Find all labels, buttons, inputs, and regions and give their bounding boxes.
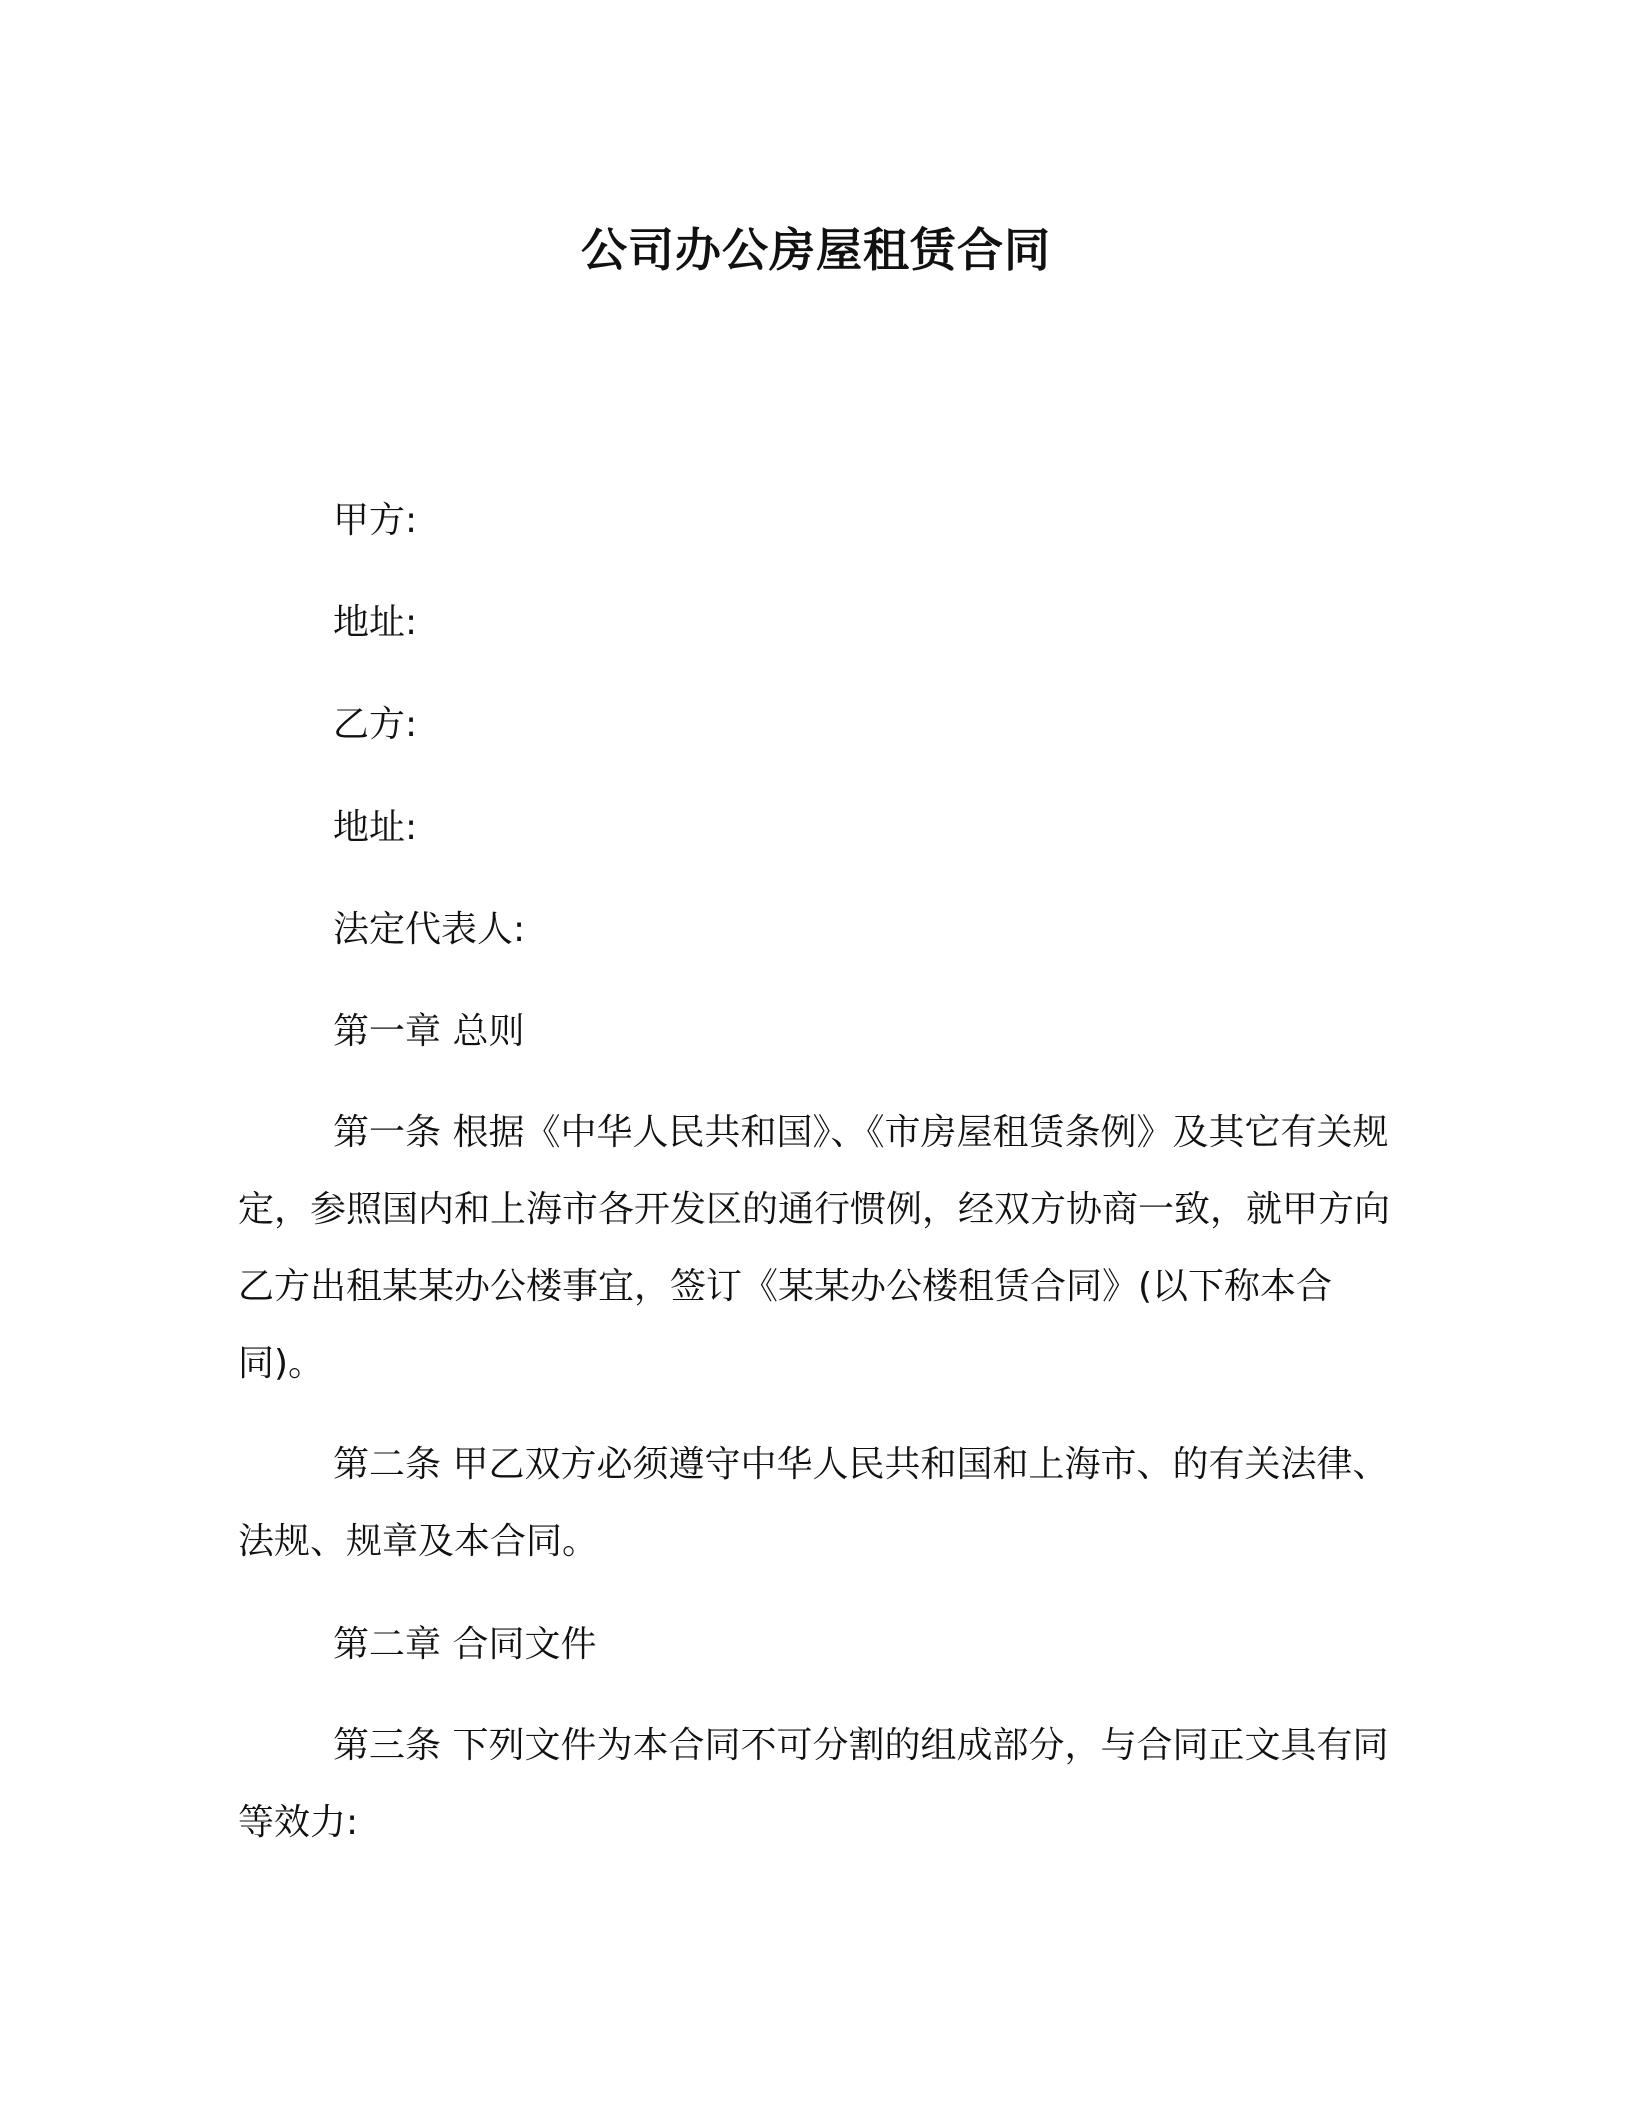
party-a-address-label: 地址: <box>333 602 418 643</box>
article-3-paragraph: 第三条 下列文件为本合同不可分割的组成部分，与合同正文具有同等效力: <box>238 1725 1389 1843</box>
party-b-address-label: 地址: <box>333 807 418 848</box>
article-1-paragraph: 第一条 根据《中华人民共和国》、《市房屋租赁条例》及其它有关规定，参照国内和上海市各开发区的通行惯例，经双方协商一致，就甲方向乙方出租某某办公楼事宜，签订《某某办公楼租赁合同》(以下称本合同)。 <box>238 1112 1391 1384</box>
article-2-paragraph: 第二条 甲乙双方必须遵守中华人民共和国和上海市、的有关法律、法规、规章及本合同。 <box>238 1444 1389 1562</box>
party-a-label: 甲方: <box>333 500 418 541</box>
chapter-1-heading: 第一章 总则 <box>333 1011 525 1052</box>
chapter-2-heading: 第二章 合同文件 <box>333 1624 597 1665</box>
legal-representative-label: 法定代表人: <box>333 909 526 950</box>
party-b-label: 乙方: <box>333 704 418 745</box>
document-title: 公司办公房屋租赁合同 <box>581 223 1051 277</box>
